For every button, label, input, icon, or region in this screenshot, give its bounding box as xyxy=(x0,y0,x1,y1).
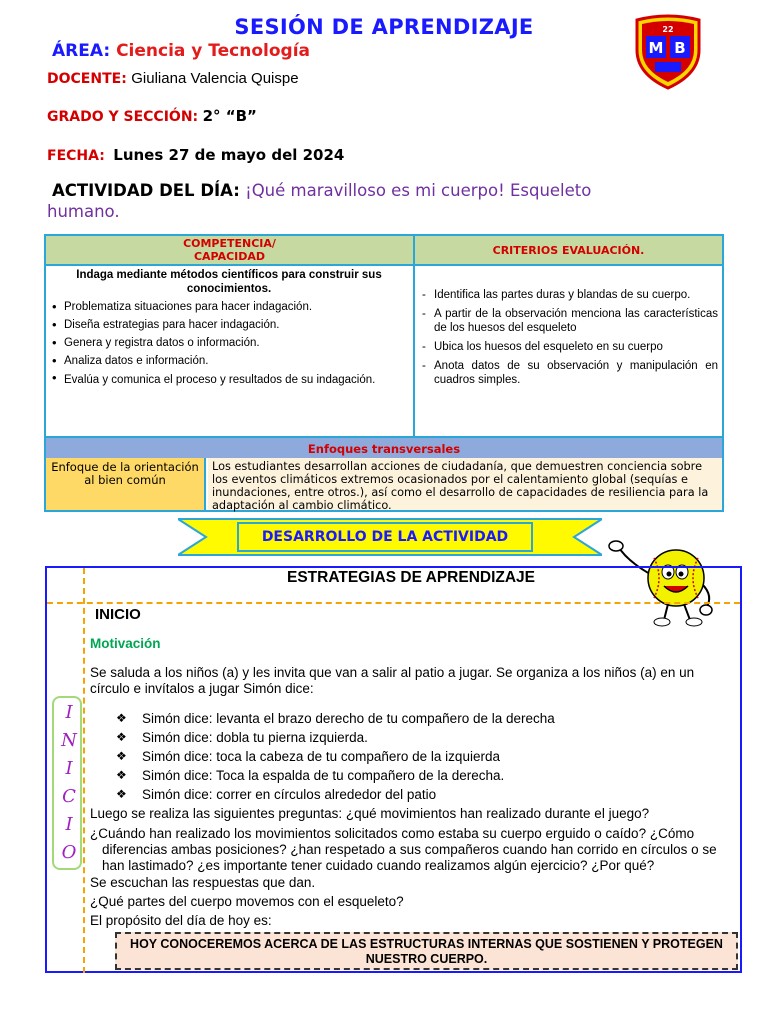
inicio-heading: INICIO xyxy=(95,606,141,623)
criterios-cell xyxy=(420,288,718,392)
fecha-value: Lunes 27 de mayo del 2024 xyxy=(113,146,345,164)
competency-table xyxy=(44,234,724,512)
enfoques-header: Enfoques transversales xyxy=(46,436,722,458)
list-item: ❖ Simón dice: toca la cabeza de tu compañero de la izquierda xyxy=(116,747,716,766)
grado-row xyxy=(47,107,257,125)
list-item: - Identifica las partes duras y blandas de su cuerpo. xyxy=(420,288,718,302)
list-item: - Anota datos de su observación y manipulación en cuadros simples. xyxy=(420,359,718,387)
purpose-box: HOY CONOCEREMOS ACERCA DE LAS ESTRUCTURAS INTERNAS QUE SOSTIENEN Y PROTEGEN NUESTRO CUERPO. xyxy=(115,932,738,970)
list-item: • Evalúa y comunica el proceso y resultados de su indagación. xyxy=(50,370,408,388)
list-item: ❖ Simón dice: levanta el brazo derecho de tu compañero de la derecha xyxy=(116,709,716,728)
list-item: • Analiza datos e información. xyxy=(50,352,408,370)
side-letter: N xyxy=(61,730,77,751)
logo-letter-right: B xyxy=(674,39,686,57)
side-letter: C xyxy=(62,786,76,807)
list-item: • Problematiza situaciones para hacer indagación. xyxy=(50,298,408,316)
enfoque-name: Enfoque de la orientación al bien común xyxy=(46,458,206,510)
competencia-text: Indaga mediante métodos científicos para construir sus conocimientos. xyxy=(76,269,382,295)
frame-divider-horizontal xyxy=(47,602,740,604)
grado-value: 2° “B” xyxy=(202,107,257,125)
actividad-label: ACTIVIDAD DEL DÍA: xyxy=(52,181,240,200)
docente-label: DOCENTE: xyxy=(47,71,127,87)
list-item: ❖ Simón dice: dobla tu pierna izquierda. xyxy=(116,728,716,747)
criterios-list xyxy=(420,288,718,387)
list-item: ❖ Simón dice: correr en círculos alrededor del patio xyxy=(116,785,716,804)
question-paragraph: Luego se realiza las siguientes preguntas: ¿qué movimientos han realizado durante el juego? xyxy=(90,806,650,821)
competencia-cell xyxy=(50,268,408,388)
list-item: ❖ Simón dice: Toca la espalda de tu compañero de la derecha. xyxy=(116,766,716,785)
list-item: - Ubica los huesos del esqueleto en su cuerpo xyxy=(420,340,718,354)
logo-number: 22 xyxy=(662,25,674,34)
side-letter: O xyxy=(61,842,77,863)
school-logo-icon xyxy=(633,14,703,90)
actividad-value-cont: humano. xyxy=(47,202,120,221)
area-value: Ciencia y Tecnología xyxy=(116,41,310,61)
paragraph: Se escuchan las respuestas que dan. xyxy=(90,875,316,890)
grado-label: GRADO Y SECCIÓN: xyxy=(47,109,199,125)
list-item: • Diseña estrategias para hacer indagación. xyxy=(50,316,408,334)
docente-value: Giuliana Valencia Quispe xyxy=(131,70,299,87)
side-letter: I xyxy=(65,702,73,723)
column-divider xyxy=(413,236,415,436)
motivacion-heading: Motivación xyxy=(90,636,161,651)
banner-label: DESARROLLO DE LA ACTIVIDAD xyxy=(237,522,533,552)
question-paragraph-cont: diferencias ambas posiciones? ¿han respetado a sus compañeros cuando han corrido en círculos o se han lastimado? ¿es importante tener cuidado cuando realizamos algún ejercicio? ¿Por qué? xyxy=(102,842,717,873)
question-paragraph: ¿Cuándo han realizado los movimientos solicitados como estaba su cuerpo erguido o caído? ¿Cómo xyxy=(90,826,695,841)
docente-row xyxy=(47,70,299,87)
page-title: SESIÓN DE APRENDIZAJE xyxy=(234,15,534,39)
col-header-competencia: COMPETENCIA/ CAPACIDAD xyxy=(46,236,413,266)
actividad-value: ¡Qué maravilloso es mi cuerpo! Esqueleto xyxy=(245,181,592,200)
area-label: ÁREA: xyxy=(52,41,111,61)
paragraph: ¿Qué partes del cuerpo movemos con el esqueleto? xyxy=(90,894,404,909)
fecha-row xyxy=(47,146,344,164)
fecha-label: FECHA: xyxy=(47,148,105,164)
list-item: - A partir de la observación menciona las características de los huesos del esqueleto xyxy=(420,307,718,335)
strategies-title: ESTRATEGIAS DE APRENDIZAJE xyxy=(286,569,536,586)
simon-list xyxy=(116,709,716,804)
logo-letter-left: M xyxy=(648,39,664,57)
col-header-criterios: CRITERIOS EVALUACIÓN. xyxy=(415,236,722,266)
paragraph: El propósito del día de hoy es: xyxy=(90,913,272,928)
intro-paragraph: Se saluda a los niños (a) y les invita que van a salir al patio a jugar. Se organiza a los niños (a) en un círculo e invítalos a jugar Simón dice: xyxy=(90,665,695,696)
area-row xyxy=(52,41,310,61)
capacidades-list xyxy=(50,298,408,388)
side-letter: I xyxy=(65,758,73,779)
actividad-row xyxy=(47,180,712,221)
enfoque-description: Los estudiantes desarrollan acciones de ciudadanía, que demuestren conciencia sobre los eventos climáticos extremos ocasionados por el calentamiento global (sequías e inundaciones, entre otros.), así como el desarrollo de capacidades de resiliencia para la adaptación al cambio climático. xyxy=(208,458,722,510)
inicio-side-label xyxy=(52,696,82,870)
side-letter: I xyxy=(65,814,73,835)
list-item: • Genera y registra datos o información. xyxy=(50,334,408,352)
